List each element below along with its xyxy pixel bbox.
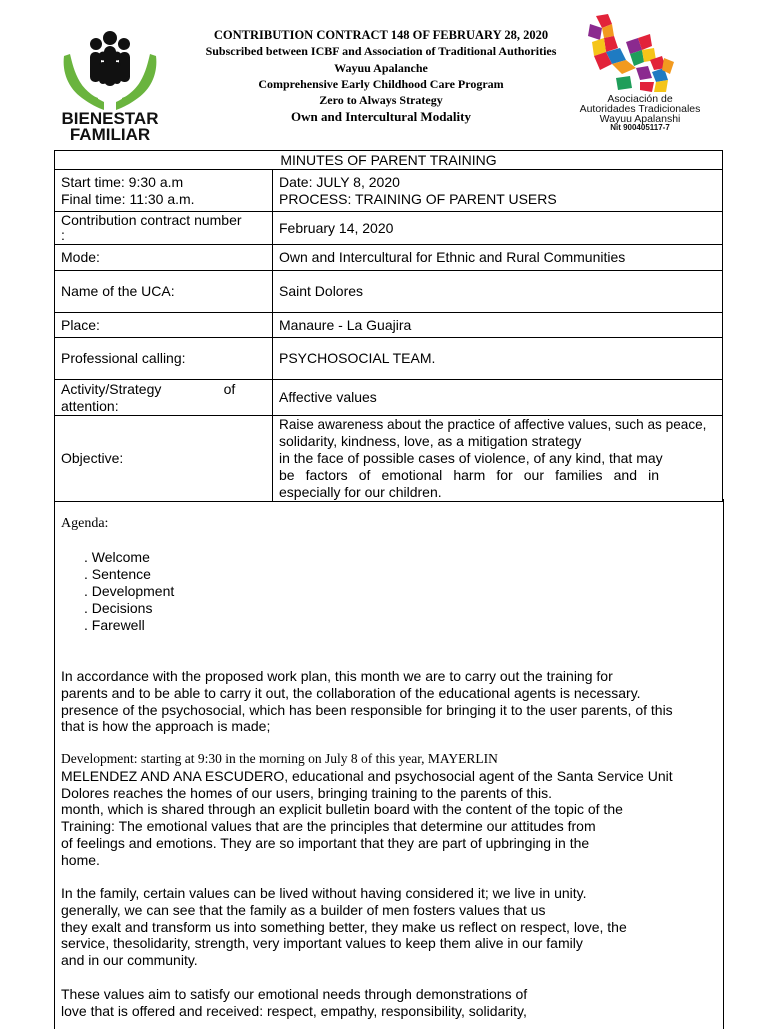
logo-right-line4: Nit 900405117-7 [610, 123, 670, 130]
paragraph-line: Development: starting at 9:30 in the morning on July 8 of this year, MAYERLIN [61, 751, 498, 766]
table-row-activity [55, 380, 723, 416]
table-row-place [55, 313, 723, 338]
objective-line-4: be factors of emotional harm for our families and in [279, 467, 659, 483]
table-row-objective [55, 416, 723, 502]
contract-value: February 14, 2020 [273, 212, 723, 245]
paragraph-line: love that is offered and received: respect, empathy, responsibility, solidarity, [61, 1002, 527, 1019]
start-time: Start time: 9:30 a.m [61, 173, 184, 190]
agenda-item: . Sentence [84, 566, 151, 583]
objective-cell [273, 416, 723, 502]
objective-line-3: in the face of possible cases of violence, of any kind, that may [279, 450, 663, 466]
activity-label-line1: Activity/Strategy of [61, 380, 236, 397]
bienestar-familiar-logo [58, 26, 162, 142]
paragraph-line: In accordance with the proposed work plan, this month we are to carry out the training for [61, 668, 613, 684]
agenda-list [84, 549, 174, 634]
objective-line-1: Raise awareness about the practice of affective values, such as peace, [279, 417, 707, 432]
paragraph-line: Dolores reaches the homes of our users, bringing training to the parents of this. [61, 784, 553, 801]
document-header [205, 27, 557, 126]
paragraph-line: These values aim to satisfy our emotional needs through demonstrations of [61, 986, 528, 1002]
contract-colon: : [61, 227, 65, 243]
paragraph-line: month, which is shared through an explicit bulletin board with the content of the topic of the [61, 801, 623, 818]
paragraph-work-plan [61, 668, 721, 735]
table-row-time [55, 170, 723, 212]
mode-value: Own and Intercultural for Ethnic and Rural Communities [273, 245, 723, 271]
table-title: MINUTES OF PARENT TRAINING [55, 151, 723, 170]
logo-right-line2: Autoridades Tradicionales [579, 103, 701, 115]
paragraph-line: In the family, certain values can be lived without having considered it; we live in unity. [61, 885, 587, 901]
logo-left-line1: BIENESTAR [61, 109, 159, 128]
contract-label: Contribution contract number [61, 212, 242, 228]
logo-right-line1: Asociación de [607, 93, 673, 105]
activity-label-line2: attention: [61, 397, 119, 414]
paragraph-line: presence of the psychosocial, which has been responsible for bringing it to the user parents, of this [61, 701, 673, 718]
agenda-item: . Development [84, 583, 175, 600]
wayuu-association-logo [556, 12, 706, 130]
paragraph-line: service, thesolidarity, strength, very important values to keep them alive in our family [61, 935, 583, 952]
table-row-mode [55, 245, 723, 271]
paragraph-line: generally, we can see that the family as a builder of men fosters values that us [61, 901, 546, 918]
objective-line-2: solidarity, kindness, love, as a mitigation strategy [279, 433, 582, 449]
table-row-uca [55, 271, 723, 313]
paragraph-line: parents and to be able to carry it out, the collaboration of the educational agents is necessary. [61, 684, 641, 701]
agenda-item: . Welcome [84, 549, 150, 565]
header-contract-title: CONTRIBUTION CONTRACT 148 OF FEBRUARY 28, 2020 [213, 28, 549, 42]
paragraph-line: they exalt and transform us into something better, they make us reflect on respect, love, the [61, 918, 627, 935]
final-time: Final time: 11:30 a.m. [61, 190, 195, 207]
process-value: PROCESS: TRAINING OF PARENT USERS [279, 190, 557, 207]
header-subscribed-line: Subscribed between ICBF and Association of Traditional Authorities [205, 44, 557, 59]
uca-value: Saint Dolores [273, 271, 723, 313]
objective-label: Objective: [55, 416, 273, 502]
paragraph-line: MELENDEZ AND ANA ESCUDERO, educational and psychosocial agent of the Santa Service Unit [61, 767, 673, 784]
contract-label-cell [55, 212, 273, 245]
paragraph-family-values [61, 885, 721, 969]
logo-right-line3: Wayuu Apalanshi [599, 113, 681, 125]
header-modality-line: Own and Intercultural Modality [291, 109, 471, 125]
activity-label-cell [55, 380, 273, 416]
calling-value: PSYCHOSOCIAL TEAM. [273, 338, 723, 380]
paragraph-line: and in our community. [61, 952, 198, 969]
header-program-line: Comprehensive Early Childhood Care Program [258, 76, 504, 91]
table-title-row [55, 151, 723, 170]
time-cell [55, 170, 273, 212]
date-value: Date: JULY 8, 2020 [279, 173, 400, 190]
paragraph-line: of feelings and emotions. They are so important that they are part of upbringing in the [61, 834, 590, 851]
paragraph-line: that is how the approach is made; [61, 718, 271, 735]
agenda-title: Agenda: [61, 516, 109, 531]
paragraph-line: Training: The emotional values that are the principles that determine our attitudes from [61, 818, 596, 835]
family-hands-icon [58, 26, 162, 142]
place-value: Manaure - La Guajira [273, 313, 723, 338]
header-wayuu-line: Wayuu Apalanche [334, 60, 428, 75]
table-row-calling [55, 338, 723, 380]
minutes-table [54, 150, 723, 502]
agenda-item: . Farewell [84, 617, 145, 634]
paragraph-line: home. [61, 851, 100, 868]
logo-left-line2: FAMILIAR [69, 125, 151, 142]
calling-label: Professional calling: [55, 338, 273, 380]
wayuu-bird-icon [556, 12, 706, 130]
table-row-contract [55, 212, 723, 245]
place-label: Place: [55, 313, 273, 338]
mode-label: Mode: [55, 245, 273, 271]
agenda-item: . Decisions [84, 600, 153, 617]
paragraph-development [61, 751, 721, 869]
paragraph-emotional-needs [61, 986, 721, 1020]
activity-value: Affective values [273, 380, 723, 416]
uca-label: Name of the UCA: [55, 271, 273, 313]
objective-line-5: especially for our children. [279, 484, 442, 500]
date-process-cell [273, 170, 723, 212]
header-strategy-line: Zero to Always Strategy [319, 93, 443, 108]
